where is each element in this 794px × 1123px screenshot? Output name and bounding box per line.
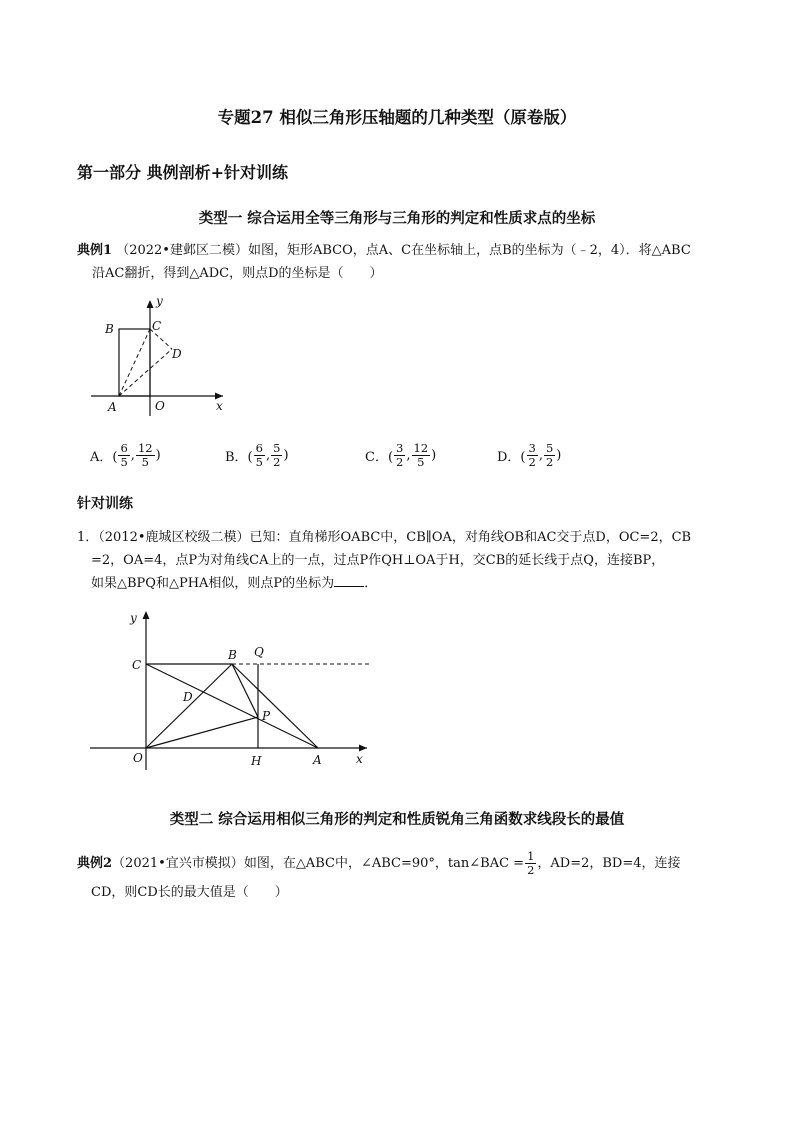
option-a: A．( $\frac{6}{5}$ , $\frac{12}{5}$ ) [90,441,161,469]
example1-source: （2022•建邺区二模） [116,243,248,258]
label-Q: Q [254,645,264,659]
label-O: O [133,751,143,765]
label-D: D [172,347,182,361]
answer-blank [334,574,364,587]
y-axis-arrow [147,300,154,308]
example2-stem-b: ，AD=2，BD=4，连接 [537,856,681,871]
example2-line2: CD，则CD长的最大值是（ ） [91,885,288,900]
label-y: y [156,294,163,308]
segment-BA [232,664,318,748]
option-c-letter: C．( [365,450,394,465]
document-title: 专题27 相似三角形压轴题的几种类型（原卷版） [217,108,577,127]
label-x: x [216,399,223,413]
label-C: C [152,319,162,333]
label-A: A [313,753,322,767]
example2-text [77,850,747,904]
label-H: H [251,754,262,768]
example1-text [77,239,727,285]
question1-line1: 1．（2012•鹿城区校级二模）已知：直角梯形OABC中，CB∥OA，对角线OB和AC交于点D，OC=2，CB [77,530,692,545]
example2-line1 [77,850,747,877]
label-O: O [155,399,165,413]
option-b-frac2: $\frac{5}{2}$ [273,441,281,469]
question1-line3-text: 如果△BPQ和△PHA相似，则点P的坐标为 [91,576,335,591]
label-y: y [130,611,137,625]
y-axis-arrow [143,611,150,619]
option-b-letter: B．( [225,450,253,465]
example1-stem: 如图，矩形ABCO，点A、C在坐标轴上，点B的坐标为（﹣2，4）．将△ABC [247,243,691,258]
segment-AC [119,329,150,396]
option-b: B．( $\frac{6}{5}$ , $\frac{5}{2}$ ) [225,441,289,469]
option-d-letter: D．( [497,450,526,465]
diagonal-AC [146,664,318,748]
option-c-frac1: $\frac{3}{2}$ [396,441,404,469]
diagonal-OB [146,664,232,748]
part-heading: 第一部分 典例剖析+针对训练 [77,163,288,182]
option-a-frac1: $\frac{6}{5}$ [120,441,128,469]
option-c: C．( $\frac{3}{2}$ , $\frac{12}{5}$ ) [365,441,437,469]
question1-line2: =2，OA=4，点P为对角线CA上的一点，过点P作QH⊥OA于H，交CB的延长线于点Q，连接BP， [91,553,665,568]
label-D: D [183,690,193,704]
label-x: x [356,752,363,766]
figure-rectangle-fold [88,290,238,420]
example1-line2: 沿AC翻折，得到△ADC，则点D的坐标是（ ） [92,266,383,281]
example1-line1 [77,239,727,262]
segment-AD [119,349,172,396]
segment-BP [232,664,258,717]
label-C: C [132,658,142,672]
option-a-frac2: $\frac{12}{5}$ [137,441,153,469]
question1-text [77,526,737,595]
x-axis-arrow [359,745,367,752]
option-d: D．( $\frac{3}{2}$ , $\frac{5}{2}$ ) [497,441,562,469]
label-B: B [105,322,114,336]
example2-source: （2021•宜兴市模拟） [112,856,244,871]
example2-label: 典例2 [77,856,113,871]
option-a-letter: A．( [90,450,118,465]
option-d-frac1: $\frac{3}{2}$ [528,441,536,469]
section-heading-type2: 类型二 综合运用相似三角形的判定和性质锐角三角函数求线段长的最值 [169,811,625,828]
option-b-frac1: $\frac{6}{5}$ [255,441,263,469]
section-heading-type1: 类型一 综合运用全等三角形与三角形的判定和性质求点的坐标 [198,210,596,227]
segment-OP [146,717,258,748]
example2-fraction: $\frac{1}{2}$ [527,849,535,877]
figure-right-trapezoid [85,605,385,775]
label-P: P [262,709,271,723]
option-c-frac2: $\frac{12}{5}$ [413,441,429,469]
option-d-frac2: $\frac{5}{2}$ [545,441,554,469]
question1-line3: 如果△BPQ和△PHA相似，则点P的坐标为 ． [91,576,378,591]
example1-label: 典例1 [77,243,113,258]
example2-stem-a: 如图，在△ABC中，∠ABC=90°，tan∠BAC = [243,856,525,871]
label-B: B [228,648,237,662]
label-A: A [108,400,117,414]
training-heading: 针对训练 [77,496,133,512]
